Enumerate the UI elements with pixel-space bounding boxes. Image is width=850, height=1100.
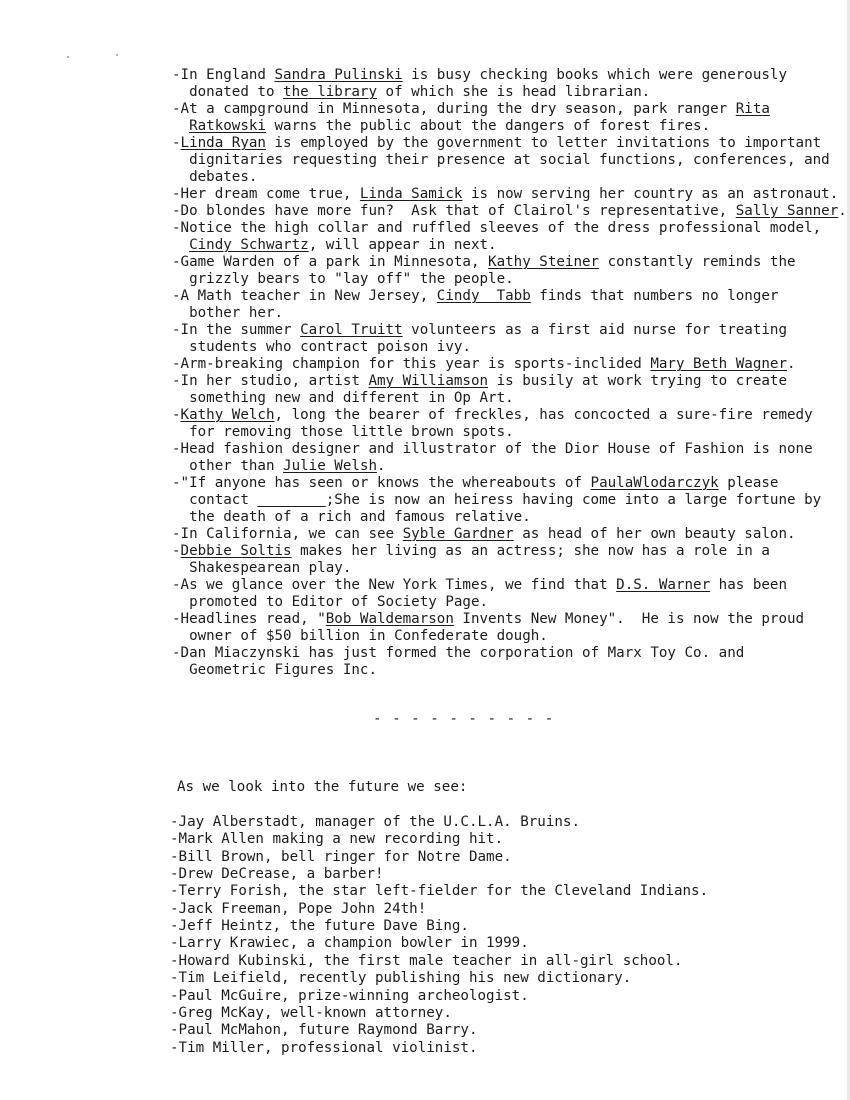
future-list-item: -Bill Brown, bell ringer for Notre Dame. <box>170 848 512 865</box>
underlined-name: Mary Beth Wagner <box>650 356 788 372</box>
future-list-item: -Jack Freeman, Pope John 24th! <box>170 900 427 917</box>
entry-text: -Arm-breaking champion for this year is sports-inclided <box>172 356 651 372</box>
future-list-item: -Terry Forish, the star left-fielder for the Cleveland Indians. <box>170 883 709 900</box>
entry-paragraph <box>172 356 796 373</box>
entry-line <box>172 152 830 169</box>
entry-text: -Notice the high collar and ruffled sleeves of the dress professional model, <box>172 220 822 236</box>
underlined-name: Kathy Welch <box>180 407 275 423</box>
entry-paragraph <box>172 645 744 679</box>
entry-line <box>172 373 787 390</box>
entry-text: -In her studio, artist <box>172 373 369 389</box>
future-list-item: -Howard Kubinski, the first male teacher in all-girl school. <box>170 952 683 969</box>
underlined-name: PaulaWlodarczyk <box>590 475 719 491</box>
future-list-item: -Tim Leifield, recently publishing his new dictionary. <box>170 970 632 987</box>
entry-line <box>172 186 838 203</box>
entry-text: Shakespearean play. <box>172 560 352 576</box>
entry-text: is now serving her country as an astronaut. <box>462 186 839 202</box>
entry-line <box>172 101 770 118</box>
entry-text: -Dan Miaczynski has just formed the corporation of Marx Toy Co. and <box>172 645 745 661</box>
entry-line <box>172 305 778 322</box>
entry-line <box>172 237 821 254</box>
entry-line <box>172 203 847 220</box>
entry-text: for removing those little brown spots. <box>172 424 514 440</box>
entry-text <box>172 118 189 134</box>
underlined-name: Linda Samick <box>359 186 463 202</box>
entry-text: finds that numbers no longer <box>530 288 779 304</box>
entry-paragraph <box>172 220 821 254</box>
entry-text: of which she is head librarian. <box>377 84 651 100</box>
entry-line <box>172 169 830 186</box>
entry-line <box>172 441 813 458</box>
entry-text: -Her dream come true, <box>172 186 360 202</box>
underlined-name: Sally Sanner <box>735 203 839 219</box>
entry-line <box>172 271 796 288</box>
entry-line <box>172 492 821 509</box>
underlined-name: Rita <box>735 101 770 117</box>
entry-paragraph <box>172 186 838 203</box>
entry-text: constantly reminds the <box>599 254 796 270</box>
entry-paragraph <box>172 373 787 407</box>
entry-line <box>172 543 770 560</box>
entry-paragraph <box>172 135 830 186</box>
entry-text: the death of a rich and famous relative. <box>172 509 531 525</box>
entry-text <box>172 237 189 253</box>
entry-text: -As we glance over the New York Times, we find that <box>172 577 617 593</box>
entry-text: -At a campground in Minnesota, during the dry season, park ranger <box>172 101 736 117</box>
entry-text: debates. <box>172 169 258 185</box>
underlined-name: Carol Truitt <box>300 322 403 338</box>
entry-paragraph <box>172 322 787 356</box>
entry-text: ;She is now an heiress having come into a large fortune by <box>325 492 822 508</box>
entry-text: makes her living as an actress; she now has a role in a <box>291 543 770 559</box>
future-list-item: -Mark Allen making a new recording hit. <box>170 831 504 848</box>
entry-text: has been <box>710 577 788 593</box>
entry-line <box>172 526 796 543</box>
entry-paragraph <box>172 101 770 135</box>
future-list-item: -Paul McMahon, future Raymond Barry. <box>170 1022 478 1039</box>
future-list-item: -Larry Krawiec, a champion bowler in 1999. <box>170 935 529 952</box>
underlined-name: D.S. Warner <box>616 577 711 593</box>
entry-text: promoted to Editor of Society Page. <box>172 594 489 610</box>
entry-text: Geometric Figures Inc. <box>172 662 377 678</box>
entry-line <box>172 322 787 339</box>
entry-line <box>172 560 770 577</box>
underlined-name: Cindy Schwartz <box>189 237 309 253</box>
underlined-name: Bob Waldemarson <box>325 611 454 627</box>
section-separator: - - - - - - - - - - <box>373 711 555 727</box>
entry-line <box>172 475 821 492</box>
future-list-item: -Greg McKay, well-known attorney. <box>170 1004 452 1021</box>
entry-paragraph <box>172 543 770 577</box>
future-list-item: -Drew DeCrease, a barber! <box>170 866 384 883</box>
entry-text: as head of her own beauty salon. <box>513 526 796 542</box>
entry-line <box>172 509 821 526</box>
underlined-name: Cindy Tabb <box>436 288 531 304</box>
future-intro: As we look into the future we see: <box>177 779 468 795</box>
entry-paragraph <box>172 203 847 220</box>
entry-line <box>172 288 778 305</box>
entry-text: bother her. <box>172 305 284 321</box>
entry-text: -In England <box>172 67 275 83</box>
underlined-name: Syble Gardner <box>402 526 514 542</box>
entry-text: volunteers as a first aid nurse for treating <box>402 322 787 338</box>
entry-text: is employed by the government to letter invitations to important <box>265 135 822 151</box>
underlined-name: Linda Ryan <box>180 135 266 151</box>
entry-line <box>172 662 744 679</box>
entry-text: -Headlines read, " <box>172 611 326 627</box>
entry-text: , will appear in next. <box>308 237 497 253</box>
entry-line <box>172 577 787 594</box>
entry-line <box>172 135 830 152</box>
underlined-name: Amy Williamson <box>368 373 489 389</box>
underlined-name: Debbie Soltis <box>180 543 292 559</box>
underlined-name: Sandra Pulinski <box>274 67 403 83</box>
entry-text: -Game Warden of a park in Minnesota, <box>172 254 489 270</box>
entry-text: . <box>377 458 386 474</box>
entry-text: -Head fashion designer and illustrator of the Dior House of Fashion is none <box>172 441 813 457</box>
entry-text: contact <box>172 492 258 508</box>
entry-text: Invents New Money". He is now the proud <box>453 611 805 627</box>
entry-line <box>172 458 813 475</box>
entry-text: -In the summer <box>172 322 301 338</box>
underlined-name: Julie Welsh <box>283 458 378 474</box>
entry-paragraph <box>172 67 787 101</box>
entry-text: dignitaries requesting their presence at social functions, conferences, and <box>172 152 830 168</box>
entry-paragraph <box>172 407 813 441</box>
entry-paragraph <box>172 577 787 611</box>
entry-paragraph <box>172 441 813 475</box>
entry-text: . <box>838 203 847 219</box>
entry-line <box>172 356 796 373</box>
entry-text: grizzly bears to "lay off" the people. <box>172 271 514 287</box>
entry-text: -Do blondes have more fun? Ask that of Clairol's representative, <box>172 203 736 219</box>
scan-speck <box>116 54 118 56</box>
entry-text: please <box>718 475 779 491</box>
entry-text: warns the public about the dangers of forest fires. <box>265 118 711 134</box>
entry-text: -"If anyone has seen or knows the whereabouts of <box>172 475 591 491</box>
entry-line <box>172 628 804 645</box>
future-list-item: -Paul McGuire, prize-winning archeologist. <box>170 987 529 1004</box>
entry-text: students who contract poison ivy. <box>172 339 471 355</box>
future-list-item: -Jeff Heintz, the future Dave Bing. <box>170 918 469 935</box>
entry-text: . <box>787 356 796 372</box>
entry-line <box>172 645 744 662</box>
entry-paragraph <box>172 475 821 526</box>
entry-line <box>172 594 787 611</box>
entry-text: donated to <box>172 84 284 100</box>
future-list-item: -Jay Alberstadt, manager of the U.C.L.A. Bruins. <box>170 814 580 830</box>
entry-line <box>172 220 821 237</box>
entry-text: - <box>172 135 181 151</box>
underlined-name <box>257 492 325 508</box>
entry-text: -In California, we can see <box>172 526 403 542</box>
entry-text: owner of $50 billion in Confederate dough. <box>172 628 548 644</box>
entry-text: - <box>172 407 181 423</box>
entry-text: is busily at work trying to create <box>488 373 788 389</box>
entry-paragraph <box>172 611 804 645</box>
entry-text: -A Math teacher in New Jersey, <box>172 288 437 304</box>
entry-paragraph <box>172 254 796 288</box>
entry-text: - <box>172 543 181 559</box>
scan-speck <box>67 56 69 58</box>
entry-line <box>172 390 787 407</box>
entry-line <box>172 339 787 356</box>
underlined-name: the library <box>283 84 378 100</box>
entry-line <box>172 407 813 424</box>
entry-text: other than <box>172 458 284 474</box>
entry-text: , long the bearer of freckles, has concocted a sure-fire remedy <box>274 407 813 423</box>
entry-line <box>172 84 787 101</box>
entry-paragraph <box>172 526 796 543</box>
underlined-name: Kathy Steiner <box>488 254 600 270</box>
entry-paragraph <box>172 288 778 322</box>
underlined-name: Ratkowski <box>189 118 266 134</box>
entry-text: something new and different in Op Art. <box>172 390 514 406</box>
entry-line <box>172 424 813 441</box>
entry-line <box>172 118 770 135</box>
entry-line <box>172 611 804 628</box>
entry-text: is busy checking books which were generously <box>402 67 787 83</box>
entry-line <box>172 254 796 271</box>
entry-line <box>172 67 787 84</box>
future-list-item: -Tim Miller, professional violinist. <box>170 1039 478 1056</box>
